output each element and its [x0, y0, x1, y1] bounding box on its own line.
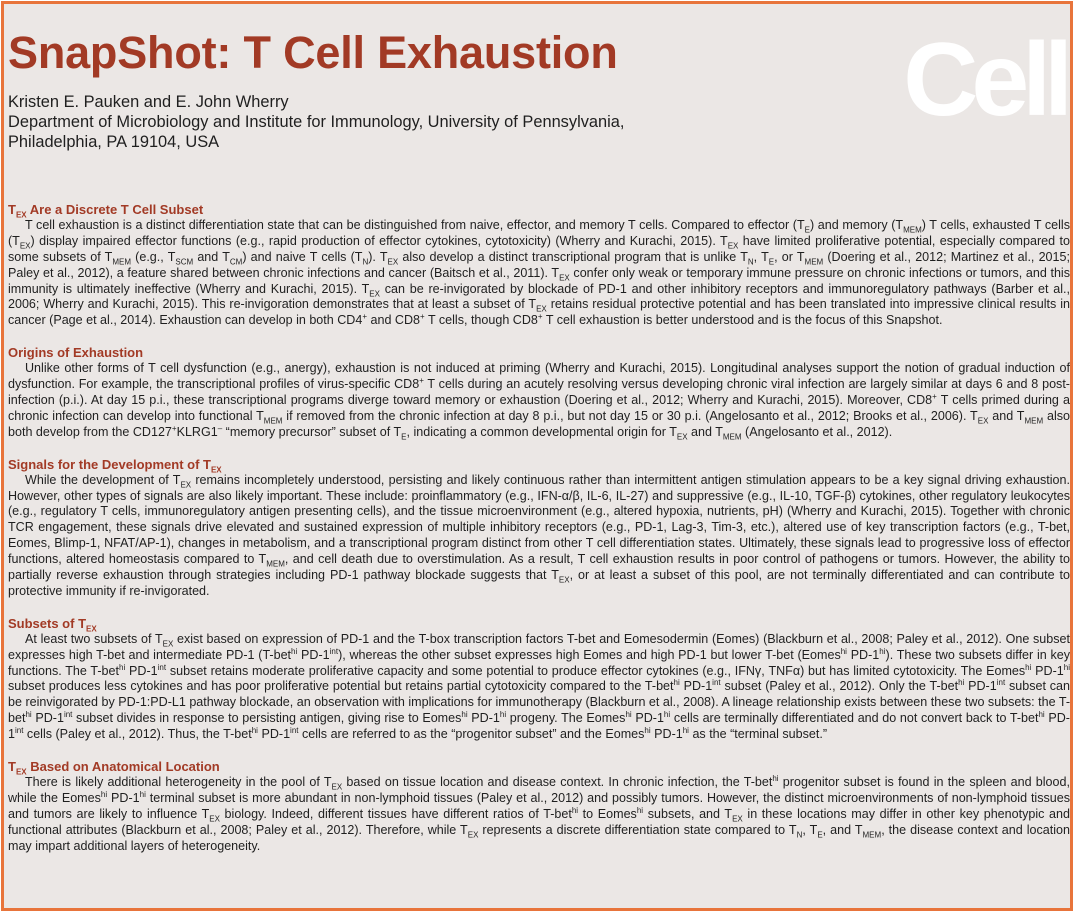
affiliation-line-2: Philadelphia, PA 19104, USA — [8, 133, 220, 151]
section-tex-discrete-subset — [8, 202, 1070, 329]
section-paragraph: While the development of $T_{EX}$ remains incompletely understood, persisting and likely continuous rather than intermittent antigen stimulation appears to be a key signal driving exhaustion. However, other types of signals are also likely important. These include: proinflammatory (e.g., IFN-α/β, IL-6, IL-27) and suppressive (e.g., IL-10, TGF-β) cytokines, other regulatory leukocytes (e.g., regulatory T cells, immunoregulatory antigen presenting cells), and the tissue microenvironment (e.g., altered hypoxia, nutrients, pH) (Wherry and Kurachi, 2015). Together with chronic TCR engagement, these signals drive elevated and sustained expression of multiple inhibitory receptors (e.g., PD-1, Lag-3, Tim-3, etc.), altered use of key transcription factors (e.g., T-bet, Eomes, Blimp-1, NFAT/AP-1), changes in metabolism, and a transcriptional program distinct from other T cell differentiation states. Ultimately, these signals lead to progressive loss of effector functions, altered homeostasis compared to $T_{MEM}$, and cell death due to overstimulation. As a result, T cell exhaustion results in poor control of pathogens or tumors. However, the ability to partially reverse exhaustion through strategies including PD-1 pathway blockade suggests that $T_{EX}$, or at least a subset of this pool, are not terminally differentiated and can contribute to protective immunity if re-invigorated. — [8, 472, 1070, 598]
page-title: SnapShot: T Cell Exhaustion — [8, 27, 618, 78]
section-heading: Signals for the Development of $T_{EX}$ — [8, 456, 222, 475]
affiliation-line-1: Department of Microbiology and Institute for Immunology, University of Pennsylvania, — [8, 113, 625, 131]
section-paragraph: At least two subsets of $T_{EX}$ exist based on expression of PD-1 and the T-box transcription factors T-bet and Eomesodermin (Eomes) (Blackburn et al., 2008; Paley et al., 2012). One subset expresses high T-bet and intermediate PD-1 (T-bet$^{hi}$ $PD-1^{int}$), whereas the other subset expresses high Eomes and high PD-1 but lower T-bet (Eomes$^{hi}$ $PD-1^{hi}$). These two subsets differ in key functions. The T-bet$^{hi}$ $PD-1^{int}$ subset retains moderate proliferative capacity and some potential to produce effector cytokines (e.g., IFNγ, TNFα) but has limited cytotoxicity. The Eomes$^{hi}$ $PD-1^{hi}$ subset produces less cytokines and has poor proliferative potential but retains partial cytotoxicity compared to the T-bet$^{hi}$ $PD-1^{int}$ subset (Paley et al., 2012). Only the T-bet$^{hi}$ $PD-1^{int}$ subset can be reinvigorated by PD-1:PD-L1 pathway blockade, an observation with implications for immunotherapy (Blackburn et al., 2008). A lineage relationship exists between these two subsets: the T-bet$^{hi}$ $PD-1^{int}$ subset divides in response to persisting antigen, giving rise to Eomes$^{hi}$ $PD-1^{hi}$ progeny. The Eomes$^{hi}$ $PD-1^{hi}$ cells are terminally differentiated and do not convert back to T-bet$^{hi}$ $PD-1^{int}$ cells (Paley et al., 2012). Thus, the T-bet$^{hi}$ $PD-1^{int}$ cells are referred to as the “progenitor subset” and the Eomes$^{hi}$ $PD-1^{hi}$ as the “terminal subset.” — [8, 631, 1071, 742]
section-paragraph: Unlike other forms of T cell dysfunction (e.g., anergy), exhaustion is not induced at priming (Wherry and Kurachi, 2015). Longitudinal analyses support the notion of gradual induction of dysfunction. For example, the transcriptional profiles of virus-specific CD8+ T cells during an acutely resolving versus developing chronic viral infection are largely similar at days 6 and 8 post-infection (p.i.). At day 15 p.i., these transcriptional programs diverge toward memory or exhaustion (Doering et al., 2012; Wherry and Kurachi, 2015). Moreover, CD8+ T cells primed during a chronic infection can develop into functional $T_{MEM}$ if removed from the chronic infection at day 8 p.i., but not day 15 or 30 p.i. (Angelosanto et al., 2012; Brooks et al., 2006). $T_{EX}$ and $T_{MEM}$ also both develop from the CD127+KLRG1– “memory precursor” subset of $T_E$, indicating a common developmental origin for $T_{EX}$ and $T_{MEM}$ (Angelosanto et al., 2012). — [8, 361, 1071, 442]
section-heading: Subsets of $T_{EX}$ — [8, 615, 97, 634]
article-body — [8, 202, 1070, 871]
author-block — [8, 92, 624, 152]
section-subsets-of-tex — [8, 616, 1070, 743]
section-heading: Origins of Exhaustion — [8, 345, 144, 361]
section-heading: $T_{EX}$ Based on Anatomical Location — [8, 759, 220, 777]
section-signals-for-development — [8, 457, 1070, 600]
section-heading: $T_{EX}$ Are a Discrete T Cell Subset — [8, 202, 204, 220]
section-origins-of-exhaustion — [8, 345, 1070, 440]
cell-journal-logo: Cell — [903, 22, 1066, 138]
author-names: Kristen E. Pauken and E. John Wherry — [8, 93, 289, 111]
snapshot-page — [1, 1, 1073, 911]
section-paragraph: There is likely additional heterogeneity in the pool of $T_{EX}$ based on tissue location and disease context. In chronic infection, the T-bet$^{hi}$ progenitor subset is found in the spleen and blood, while the Eomes$^{hi}$ $PD-1^{hi}$ terminal subset is more abundant in non-lymphoid tissues (Paley et al., 2012) and possibly tumors. However, the distinct microenvironments of non-lymphoid tissues and tumors are likely to influence $T_{EX}$ biology. Indeed, different tissues have different ratios of T-bet$^{hi}$ to Eomes$^{hi}$ subsets, and $T_{EX}$ in these locations may differ in other key phenotypic and functional attributes (Blackburn et al., 2008; Paley et al., 2012). Therefore, while $T_{EX}$ represents a discrete differentiation state compared to $T_N$, $T_E$, and $T_{MEM}$, the disease context and location may impart additional layers of heterogeneity. — [8, 773, 1070, 853]
section-paragraph: T cell exhaustion is a distinct differentiation state that can be distinguished from naive, effector, and memory T cells. Compared to effector $(T_E)$ and memory $(T_{MEM})$ T cells, exhausted T cells $(T_{EX})$ display impaired effector functions (e.g., rapid production of effector cytokines, cytotoxicity) (Wherry and Kurachi, 2015). $T_{EX}$ have limited proliferative potential, especially compared to some subsets of $T_{MEM}$ (e.g., $T_{SCM}$ and $T_{CM}$) and naive T cells $(T_N)$. $T_{EX}$ also develop a distinct transcriptional program that is unlike $T_N$, $T_E$, or $T_{MEM}$ (Doering et al., 2012; Martinez et al., 2015; Paley et al., 2012), a feature shared between chronic infections and cancer (Baitsch et al., 2011). $T_{EX}$ confer only weak or temporary immune pressure on chronic infections or tumors, and this immunity is ultimately ineffective (Wherry and Kurachi, 2015). $T_{EX}$ can be re-invigorated by blockade of PD-1 and other inhibitory receptors and immunoregulatory pathways (Barber et al., 2006; Wherry and Kurachi, 2015). This re-invigoration demonstrates that at least a subset of $T_{EX}$ retains residual protective potential and has been translated into impressive clinical results in cancer (Page et al., 2014). Exhaustion can develop in both CD4+ and CD8+ T cells, though CD8+ T cell exhaustion is better understood and is the focus of this Snapshot. — [8, 217, 1070, 328]
section-anatomical-location — [8, 759, 1070, 854]
